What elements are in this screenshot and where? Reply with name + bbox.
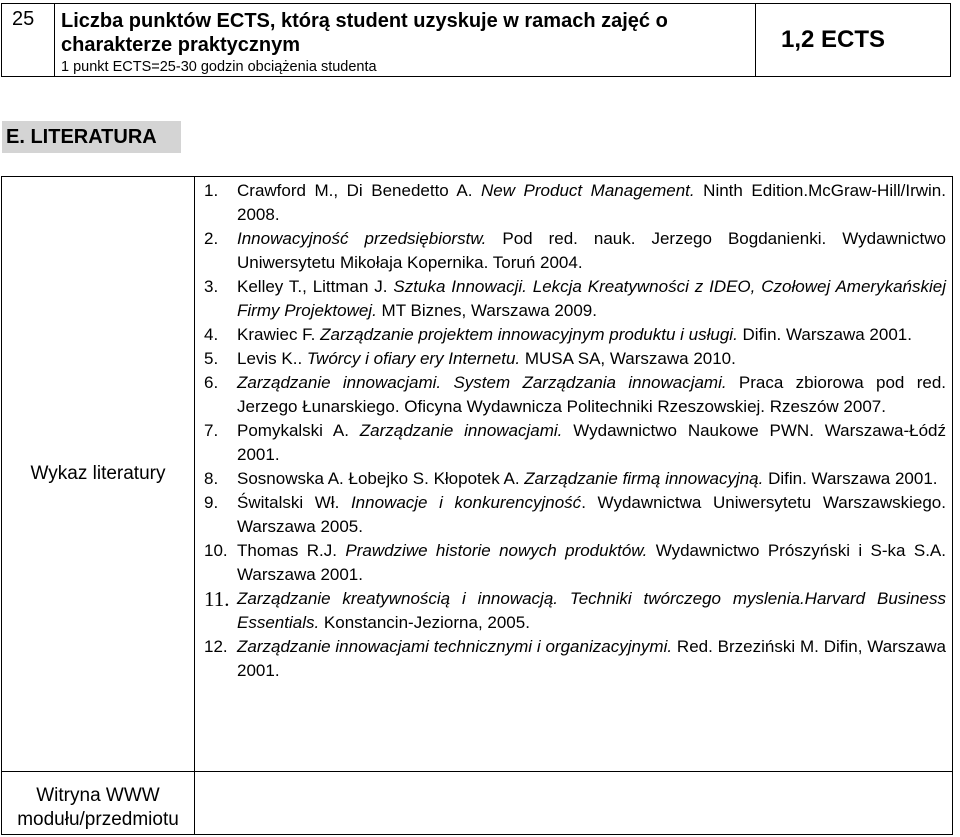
- literature-item: [195, 179, 952, 227]
- item-publisher: Wydawnictwo Naukowe PWN. Warszawa-Łódź 2001.: [237, 421, 946, 464]
- item-title: Zarządzanie innowacjami.: [359, 421, 563, 440]
- item-publisher: Pod red. nauk. Jerzego Bogdanienki. Wydawnictwo Uniwersytetu Mikołaja Kopernika. Toruń 2004.: [237, 229, 946, 272]
- section-heading: E. LITERATURA: [2, 121, 181, 153]
- literature-row: [2, 177, 953, 772]
- item-number: 6.: [204, 373, 219, 392]
- item-number: 10.: [204, 541, 228, 560]
- ects-title: Liczba punktów ECTS, którą student uzyskuje w ramach zajęć o charakterze praktycznym: [61, 10, 668, 56]
- item-title: Innowacyjność przedsiębiorstw.: [237, 229, 487, 248]
- item-authors: Pomykalski A.: [237, 421, 360, 440]
- item-number: 4.: [204, 325, 219, 344]
- ects-value: 1,2 ECTS: [756, 4, 951, 77]
- item-publisher: Difin. Warszawa 2001.: [737, 325, 912, 344]
- literature-cell: [195, 177, 953, 772]
- item-authors: Świtalski Wł.: [237, 493, 351, 512]
- row-number: 25: [2, 4, 55, 77]
- ects-table: [1, 3, 951, 77]
- item-authors: Crawford M., Di Benedetto A.: [237, 181, 481, 200]
- item-publisher: Konstancin-Jeziorna, 2005.: [319, 613, 530, 632]
- item-title: Zarządzanie kreatywnością i innowacją. Techniki twórczego myslenia.Harvard Business Essentials.: [237, 589, 946, 632]
- item-title: Zarządzanie projektem innowacyjnym produktu i usługi.: [320, 325, 738, 344]
- item-publisher: MT Biznes, Warszawa 2009.: [376, 301, 597, 320]
- item-authors: Thomas R.J.: [237, 541, 346, 560]
- literature-item: [195, 371, 952, 419]
- item-publisher: Wydawnictwo Prószyński i S-ka S.A. Warszawa 2001.: [237, 541, 946, 584]
- item-title: Zarządzanie innowacjami technicznymi i organizacyjnymi.: [237, 637, 673, 656]
- literature-item: [195, 587, 952, 635]
- www-row: [2, 772, 953, 835]
- ects-subtitle: 1 punkt ECTS=25-30 godzin obciążenia studenta: [61, 59, 377, 75]
- literature-item: [195, 467, 952, 491]
- literature-item: [195, 539, 952, 587]
- item-title: Sztuka Innowacji. Lekcja Kreatywności z IDEO, Czołowej Amerykańskiej Firmy Projektowej.: [237, 277, 946, 320]
- item-publisher: . Wydawnictwa Uniwersytetu Warszawskiego. Warszawa 2005.: [237, 493, 946, 536]
- literature-list: [195, 177, 952, 683]
- item-authors: Sosnowska A. Łobejko S. Kłopotek A.: [237, 469, 525, 488]
- item-title: Innowacje i konkurencyjność: [350, 493, 582, 512]
- literature-item: [195, 323, 952, 347]
- item-publisher: MUSA SA, Warszawa 2010.: [520, 349, 736, 368]
- item-number: 1.: [204, 181, 219, 200]
- item-number: 7.: [204, 421, 219, 440]
- item-title: Zarządzanie firmą innowacyjną.: [524, 469, 764, 488]
- item-publisher: Difin. Warszawa 2001.: [763, 469, 938, 488]
- item-number: 12.: [204, 637, 228, 656]
- item-number: 5.: [204, 349, 219, 368]
- item-number: 11.: [204, 587, 230, 611]
- item-number: 2.: [204, 229, 219, 248]
- literature-table: [1, 176, 953, 835]
- item-title: Zarządzanie innowacjami. System Zarządzania innowacjami.: [237, 373, 727, 392]
- ects-description-cell: [55, 4, 756, 77]
- literature-label: Wykaz literatury: [2, 177, 195, 772]
- item-publisher: Red. Brzeziński M. Difin, Warszawa 2001.: [237, 637, 946, 680]
- item-publisher: Praca zbiorowa pod red. Jerzego Łunarskiego. Oficyna Wydawnicza Politechniki Rzeszowskiej. Rzeszów 2007.: [237, 373, 946, 416]
- ects-row: [2, 4, 951, 77]
- item-authors: Levis K..: [237, 349, 307, 368]
- item-authors: Krawiec F.: [237, 325, 321, 344]
- www-label: Witryna WWW modułu/przedmiotu: [2, 772, 195, 835]
- literature-item: [195, 347, 952, 371]
- literature-item: [195, 635, 952, 683]
- literature-item: [195, 227, 952, 275]
- literature-item: [195, 491, 952, 539]
- literature-item: [195, 419, 952, 467]
- www-value: [195, 772, 953, 835]
- literature-item: [195, 275, 952, 323]
- item-authors: Kelley T., Littman J.: [237, 277, 394, 296]
- item-publisher: Ninth Edition.McGraw-Hill/Irwin. 2008.: [237, 181, 946, 224]
- item-number: 8.: [204, 469, 219, 488]
- item-title: Twórcy i ofiary ery Internetu.: [306, 349, 521, 368]
- item-number: 3.: [204, 277, 219, 296]
- item-number: 9.: [204, 493, 219, 512]
- item-title: New Product Management.: [480, 181, 695, 200]
- item-title: Prawdziwe historie nowych produktów.: [345, 541, 648, 560]
